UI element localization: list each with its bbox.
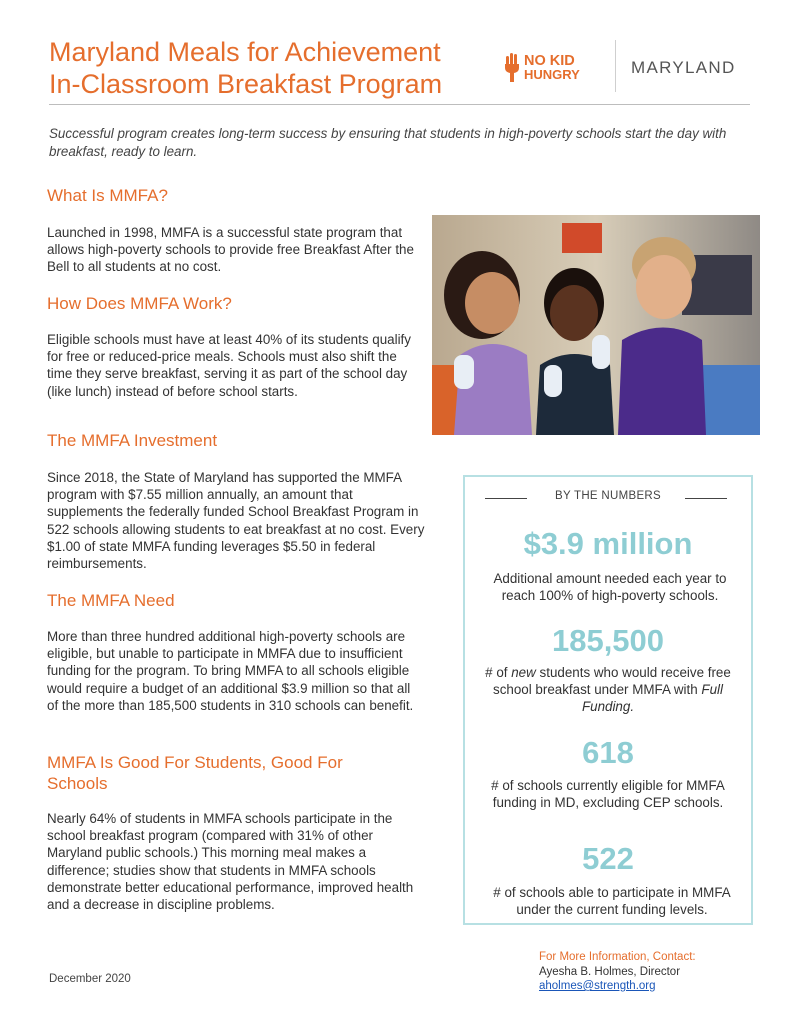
maryland-logo-text: MARYLAND bbox=[631, 58, 736, 77]
title-line-1: Maryland Meals for Achievement bbox=[49, 37, 441, 67]
section-body-what-is: Launched in 1998, MMFA is a successful state program that allows high-poverty schools to provide free Breakfast After the Bell to all students at no cost. bbox=[47, 225, 414, 275]
stat-value: 522 bbox=[582, 841, 634, 876]
stat-desc-part: students who would receive free school breakfast under MMFA with bbox=[493, 665, 731, 697]
section-heading-how-works: How Does MMFA Work? bbox=[47, 294, 232, 313]
logo-hungry-text: HUNGRY bbox=[524, 67, 580, 82]
header-rule-right bbox=[685, 498, 727, 499]
stat-desc-part: # of bbox=[485, 665, 512, 680]
logo-divider bbox=[615, 40, 616, 92]
contact-name: Ayesha B. Holmes, Director bbox=[539, 965, 681, 978]
section-body-investment: Since 2018, the State of Maryland has supported the MMFA program with $7.55 million annually, an amount that supplements the federally funded School Breakfast Program in 522 schools allowing students to eat breakfast at no cost. Every $1.00 of state MMFA funding leverages $5.50 in federal reimbursements. bbox=[47, 470, 425, 572]
section-heading-investment: The MMFA Investment bbox=[47, 431, 218, 450]
stat-description: # of schools able to participate in MMFA under the current funding levels. bbox=[493, 885, 731, 917]
stat-desc-emphasis: Full Funding. bbox=[581, 682, 723, 714]
section-heading-what-is: What Is MMFA? bbox=[47, 186, 168, 205]
stat-value: 185,500 bbox=[551, 623, 665, 658]
students-with-milk-photo bbox=[432, 215, 760, 435]
section-heading-good-for-students: MMFA Is Good For Students, Good For Schools bbox=[47, 753, 343, 793]
title-line-2: In-Classroom Breakfast Program bbox=[49, 69, 443, 99]
stat-value: 618 bbox=[582, 735, 634, 770]
page-title bbox=[49, 36, 489, 100]
by-the-numbers-header: BY THE NUMBERS bbox=[554, 490, 662, 502]
logo-no-kid-text: NO KID bbox=[524, 53, 575, 69]
intro-text: Successful program creates long-term success by ensuring that students in high-poverty schools start the day with breakfast, ready to learn. bbox=[49, 126, 727, 159]
stat-description bbox=[473, 664, 743, 715]
section-body-good-for-students: Nearly 64% of students in MMFA schools participate in the school breakfast program (compared with 31% of other Maryland public schools.) This morning meal makes a difference; studies show that students in MMFA schools demonstrate better educational performance, improved health and a decrease in discipline problems. bbox=[47, 811, 414, 913]
contact-block bbox=[539, 950, 696, 994]
footer-date: December 2020 bbox=[49, 973, 131, 985]
stat-description: Additional amount needed each year to reach 100% of high-poverty schools. bbox=[493, 571, 727, 603]
section-body-how-works: Eligible schools must have at least 40% of its students qualify for free or reduced-price meals. Schools must also shift the time they serve breakfast, serving it as part of the school day (like lunch) instead of before school starts. bbox=[47, 332, 411, 399]
by-the-numbers-box bbox=[463, 475, 753, 925]
section-body-need: More than three hundred additional high-poverty schools are eligible, but unable to participate in MMFA due to insufficient funding for the program. To bring MMFA to all schools eligible would require a budget of an additional $3.9 million so that all of the more than 185,500 students in 310 schools can benefit. bbox=[47, 629, 414, 713]
header-divider bbox=[49, 104, 750, 105]
stat-description: # of schools currently eligible for MMFA funding in MD, excluding CEP schools. bbox=[491, 778, 725, 810]
no-kid-hungry-logo bbox=[503, 50, 608, 84]
stat-desc-emphasis: new bbox=[511, 665, 536, 680]
contact-label: For More Information, Contact: bbox=[539, 951, 696, 963]
contact-email-link[interactable]: aholmes@strength.org bbox=[539, 980, 656, 992]
stat-value: $3.9 million bbox=[523, 526, 693, 561]
section-heading-need: The MMFA Need bbox=[47, 591, 175, 610]
